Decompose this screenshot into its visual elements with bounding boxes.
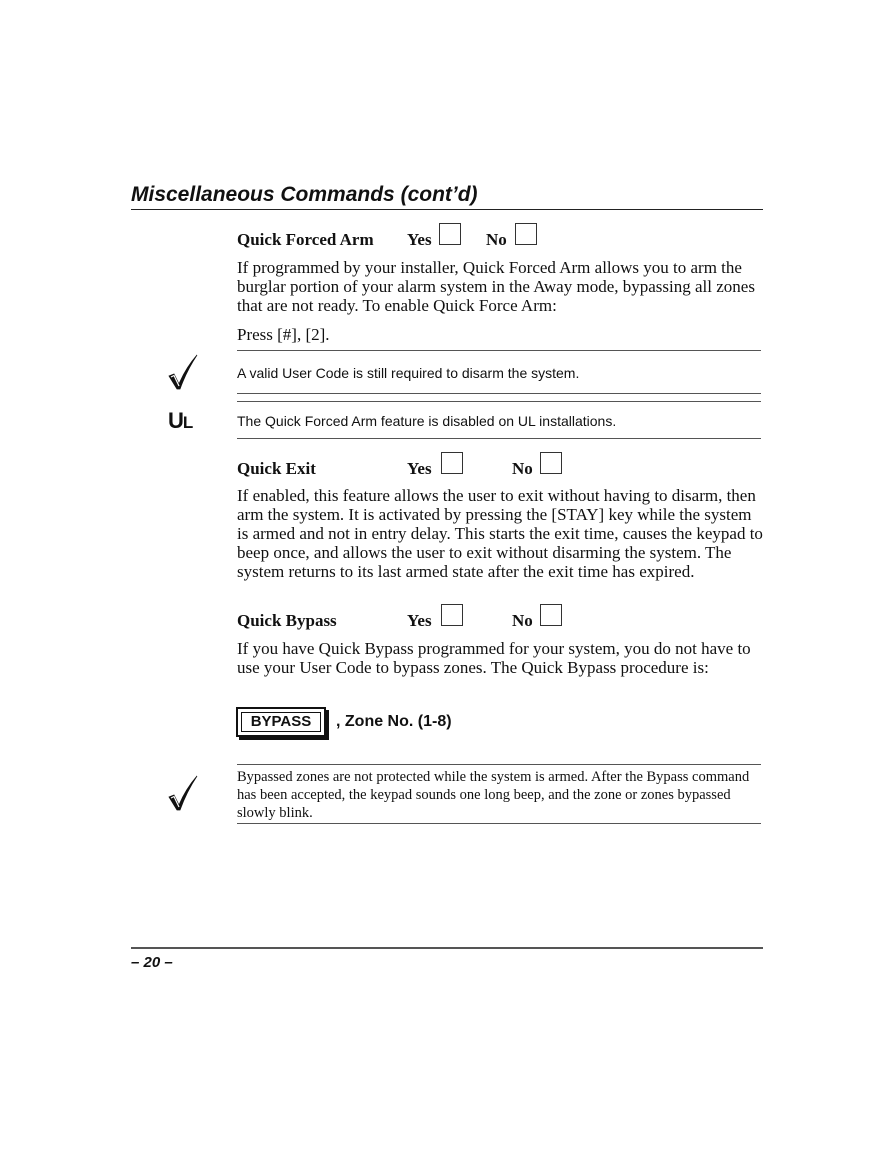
quick-exit-no-checkbox[interactable]	[540, 452, 562, 474]
bypass-note-divider-top	[237, 764, 761, 765]
quick-bypass-yes-checkbox[interactable]	[441, 604, 463, 626]
quick-exit-heading	[237, 459, 577, 483]
bypass-key	[236, 707, 326, 737]
page-title: Miscellaneous Commands (cont’d)	[131, 183, 478, 206]
bypass-key-label: BYPASS	[241, 712, 321, 732]
quick-exit-yes-label: Yes	[407, 459, 432, 478]
quick-forced-arm-heading	[237, 230, 557, 254]
footer-divider	[131, 947, 763, 949]
checkmark-icon	[166, 775, 198, 811]
quick-forced-arm-yes-checkbox[interactable]	[439, 223, 461, 245]
page-number: – 20 –	[131, 954, 173, 971]
ul-note-divider-bottom	[237, 438, 761, 439]
checkmark-icon	[166, 354, 198, 390]
quick-exit-description: If enabled, this feature allows the user to exit without having to disarm, then arm the system. It is activated by pressing the [STAY] key while the system is armed and not in entry delay. This starts the exit time, causes the keypad to beep once, and allows the user to exit without disarming the system. The system returns to its last armed state after the exit time has expired.	[237, 486, 763, 581]
quick-exit-title: Quick Exit	[237, 459, 316, 478]
quick-bypass-heading	[237, 611, 577, 635]
quick-forced-arm-note: A valid User Code is still required to disarm the system.	[237, 365, 580, 381]
quick-bypass-no-label: No	[512, 611, 533, 630]
quick-exit-no-label: No	[512, 459, 533, 478]
quick-bypass-yes-label: Yes	[407, 611, 432, 630]
quick-forced-arm-instruction: Press [#], [2].	[237, 325, 330, 344]
bypass-note-divider-bottom	[237, 823, 761, 824]
ul-mark-icon: UL	[168, 408, 193, 433]
quick-forced-arm-title: Quick Forced Arm	[237, 230, 374, 249]
note-divider-top	[237, 350, 761, 351]
ul-note: The Quick Forced Arm feature is disabled on UL installations.	[237, 413, 617, 429]
note-divider-bottom	[237, 393, 761, 394]
quick-forced-arm-no-label: No	[486, 230, 507, 249]
ul-note-divider-top	[237, 401, 761, 402]
quick-exit-yes-checkbox[interactable]	[441, 452, 463, 474]
bypass-zone-instruction: , Zone No. (1-8)	[336, 713, 452, 730]
title-divider	[131, 209, 763, 210]
quick-forced-arm-yes-label: Yes	[407, 230, 432, 249]
quick-forced-arm-description: If programmed by your installer, Quick Forced Arm allows you to arm the burglar portion of your alarm system in the Away mode, bypassing all zones that are not ready. To enable Quick Force Arm:	[237, 258, 755, 315]
quick-bypass-title: Quick Bypass	[237, 611, 337, 630]
quick-bypass-description: If you have Quick Bypass programmed for your system, you do not have to use your User Code to bypass zones. The Quick Bypass procedure is:	[237, 639, 751, 677]
quick-forced-arm-no-checkbox[interactable]	[515, 223, 537, 245]
quick-bypass-no-checkbox[interactable]	[540, 604, 562, 626]
quick-bypass-note: Bypassed zones are not protected while the system is armed. After the Bypass command has been accepted, the keypad sounds one long beep, and the zone or zones bypassed slowly blink.	[237, 769, 750, 821]
